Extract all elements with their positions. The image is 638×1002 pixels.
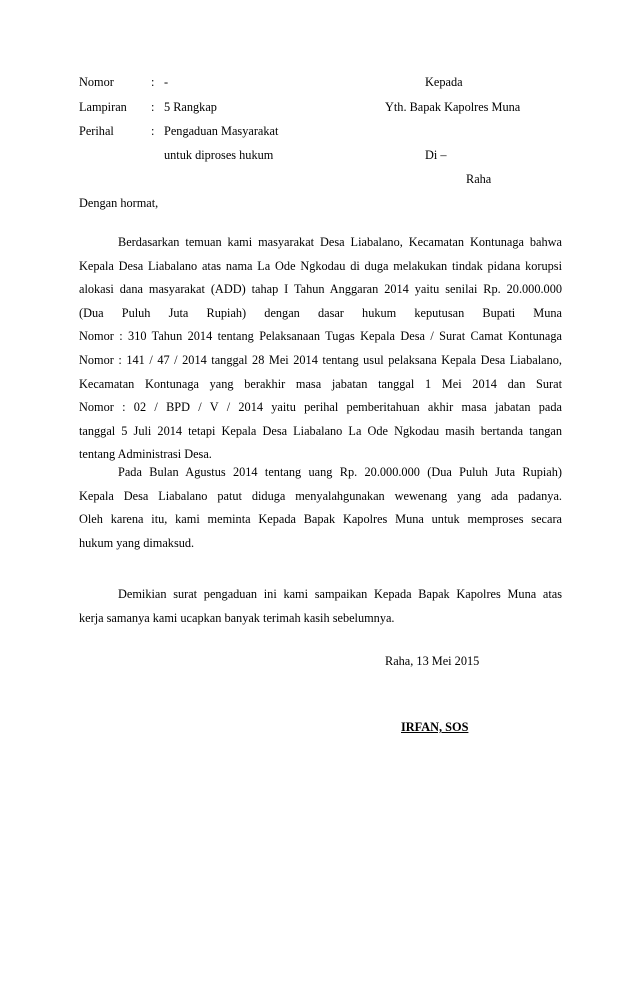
perihal-value-1: Pengaduan Masyarakat bbox=[164, 124, 279, 138]
nomor-label: Nomor bbox=[79, 75, 114, 89]
lampiran-value: 5 Rangkap bbox=[164, 100, 217, 114]
paragraph-line: tentang Administrasi Desa. bbox=[79, 447, 212, 462]
body-paragraph-1 bbox=[79, 231, 562, 467]
place-date: Raha, 13 Mei 2015 bbox=[385, 654, 480, 668]
paragraph-line: Berdasarkan temuan kami masyarakat Desa Liabalano, Kecamatan Kontunaga bahwa bbox=[118, 235, 562, 249]
perihal-colon: : bbox=[151, 124, 155, 138]
paragraph-line: tanggal 5 Juli 2014 tetapi Kepala Desa Liabalano La Ode Ngkodau masih bertanda tangan bbox=[79, 423, 562, 438]
lampiran-colon: : bbox=[151, 100, 155, 114]
salutation: Dengan hormat, bbox=[79, 196, 159, 210]
paragraph-line: hukum yang dimaksud. bbox=[79, 535, 195, 550]
paragraph-line: Kepala Desa Liabalano patut diduga menyalahgunakan wewenang yang ada padanya. bbox=[79, 488, 562, 503]
paragraph-line: Nomor : 02 / BPD / V / 2014 yaitu perihal pemberitahuan akhir masa jabatan pada bbox=[79, 400, 562, 415]
paragraph-line: alokasi dana masyarakat (ADD) tahap I Tahun Anggaran 2014 yaitu senilai Rp. 20.000.000 bbox=[79, 282, 562, 297]
signer-name: IRFAN, SOS bbox=[401, 720, 469, 734]
paragraph-line: kerja samanya kami ucapkan banyak terimah kasih sebelumnya. bbox=[79, 610, 395, 625]
body-paragraph-2 bbox=[79, 461, 562, 555]
paragraph-line: Demikian surat pengaduan ini kami sampaikan Kepada Bapak Kapolres Muna atas bbox=[118, 587, 562, 601]
recipient-di: Di – bbox=[425, 148, 447, 162]
body-paragraph-3 bbox=[79, 583, 562, 630]
paragraph-line: Nomor : 141 / 47 / 2014 tanggal 28 Mei 2014 tentang usul pelaksana Kepala Desa Liabalano, bbox=[79, 352, 562, 367]
nomor-value: - bbox=[164, 75, 169, 89]
recipient-city: Raha bbox=[466, 172, 492, 186]
perihal-value-2: untuk diproses hukum bbox=[164, 148, 274, 162]
paragraph-line: Pada Bulan Agustus 2014 tentang uang Rp. 20.000.000 (Dua Puluh Juta Rupiah) bbox=[118, 465, 562, 479]
recipient-kepada: Kepada bbox=[425, 75, 463, 89]
paragraph-line: Kecamatan Kontunaga yang berakhir masa jabatan tanggal 1 Mei 2014 dan Surat bbox=[79, 376, 562, 391]
paragraph-line: Kepala Desa Liabalano atas nama La Ode Ngkodau di duga melakukan tindak pidana korupsi bbox=[79, 258, 562, 273]
paragraph-line: (Dua Puluh Juta Rupiah) dengan dasar hukum keputusan Bupati Muna bbox=[79, 305, 562, 320]
recipient-yth: Yth. Bapak Kapolres Muna bbox=[385, 100, 521, 114]
perihal-label: Perihal bbox=[79, 124, 114, 138]
lampiran-label: Lampiran bbox=[79, 100, 127, 114]
paragraph-line: Nomor : 310 Tahun 2014 tentang Pelaksanaan Tugas Kepala Desa / Surat Camat Kontunaga bbox=[79, 329, 562, 344]
nomor-colon: : bbox=[151, 75, 155, 89]
paragraph-line: Oleh karena itu, kami meminta Kepada Bapak Kapolres Muna untuk memproses secara bbox=[79, 512, 562, 527]
